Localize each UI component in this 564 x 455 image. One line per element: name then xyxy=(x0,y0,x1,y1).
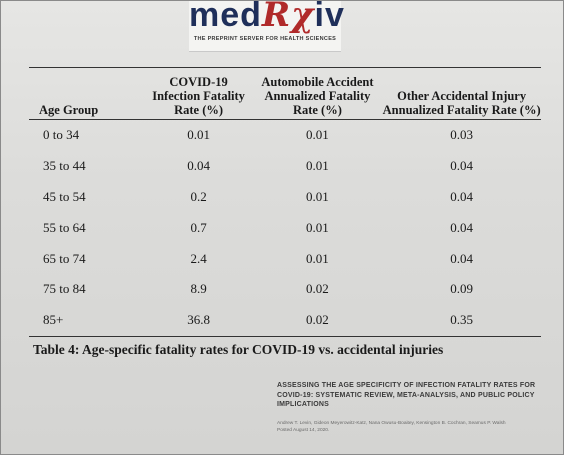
covid-cell: 0.2 xyxy=(190,188,207,204)
age-cell: 65 to 74 xyxy=(43,250,86,266)
covid-cell: 0.04 xyxy=(187,158,210,174)
age-cell: 0 to 34 xyxy=(43,127,80,143)
header-auto-accident: Automobile Accident Annualized Fatality Rate (%) xyxy=(261,75,374,117)
age-cell: 55 to 64 xyxy=(43,219,86,235)
header-other-injury: Other Accidental Injury Annualized Fatality Rate (%) xyxy=(382,89,541,117)
table-row xyxy=(29,120,541,151)
paper-authors-block xyxy=(277,420,547,434)
table-row xyxy=(29,243,541,274)
covid-cell: 2.4 xyxy=(190,250,207,266)
auto-cell: 0.01 xyxy=(306,158,329,174)
logo-tagline: THE PREPRINT SERVER FOR HEALTH SCIENCES xyxy=(193,36,337,42)
paper-posted-date: Posted August 14, 2020. xyxy=(277,427,330,433)
other-cell: 0.04 xyxy=(450,219,474,235)
other-cell: 0.35 xyxy=(450,312,474,328)
auto-cell: 0.02 xyxy=(306,281,329,297)
table-row xyxy=(29,212,541,243)
header-covid-ifr: COVID-19 Infection Fatality Rate (%) xyxy=(152,75,245,117)
auto-cell: 0.01 xyxy=(306,188,329,204)
covid-cell: 36.8 xyxy=(187,312,210,328)
logo-suffix: iv xyxy=(314,0,345,34)
paper-authors: Andrew T. Levin, Gideon Meyerowitz-Katz, Nana Owusu-Boaitey, Kensington B. Cochran, Seamus P. Walsh xyxy=(277,420,506,426)
other-cell: 0.03 xyxy=(450,127,474,143)
other-cell: 0.04 xyxy=(450,158,474,174)
fatality-rate-table xyxy=(29,67,541,336)
medrxiv-logo xyxy=(189,0,345,52)
fatality-table-container xyxy=(29,67,541,358)
logo-rx: Rχ xyxy=(261,0,315,35)
auto-cell: 0.02 xyxy=(306,312,329,328)
paper-citation xyxy=(277,381,547,434)
table-header-row xyxy=(29,67,541,120)
auto-cell: 0.01 xyxy=(306,219,329,235)
other-cell: 0.04 xyxy=(450,250,474,266)
paper-title: ASSESSING THE AGE SPECIFICITY OF INFECTION FATALITY RATES FOR COVID-19: SYSTEMATIC REVIEW, META-ANALYSIS, AND PUBLIC POLICY IMPLICATIONS xyxy=(277,382,536,408)
age-cell: 85+ xyxy=(43,312,64,328)
table-row xyxy=(29,182,541,213)
auto-cell: 0.01 xyxy=(306,127,329,143)
table-top-rule xyxy=(29,67,541,68)
age-cell: 75 to 84 xyxy=(43,281,86,297)
table-caption: Table 4: Age-specific fatality rates for COVID-19 vs. accidental injuries xyxy=(33,341,444,357)
logo-wordmark xyxy=(189,0,345,35)
covid-cell: 0.7 xyxy=(190,219,207,235)
covid-cell: 8.9 xyxy=(190,281,207,297)
logo-prefix: med xyxy=(189,0,262,34)
auto-cell: 0.01 xyxy=(306,250,329,266)
table-row xyxy=(29,274,541,305)
header-age-group: Age Group xyxy=(39,103,99,117)
age-cell: 35 to 44 xyxy=(43,158,86,174)
other-cell: 0.09 xyxy=(450,281,474,297)
age-cell: 45 to 54 xyxy=(43,188,86,204)
covid-cell: 0.01 xyxy=(187,127,210,143)
table-row xyxy=(29,305,541,336)
other-cell: 0.04 xyxy=(450,188,474,204)
table-row xyxy=(29,151,541,182)
